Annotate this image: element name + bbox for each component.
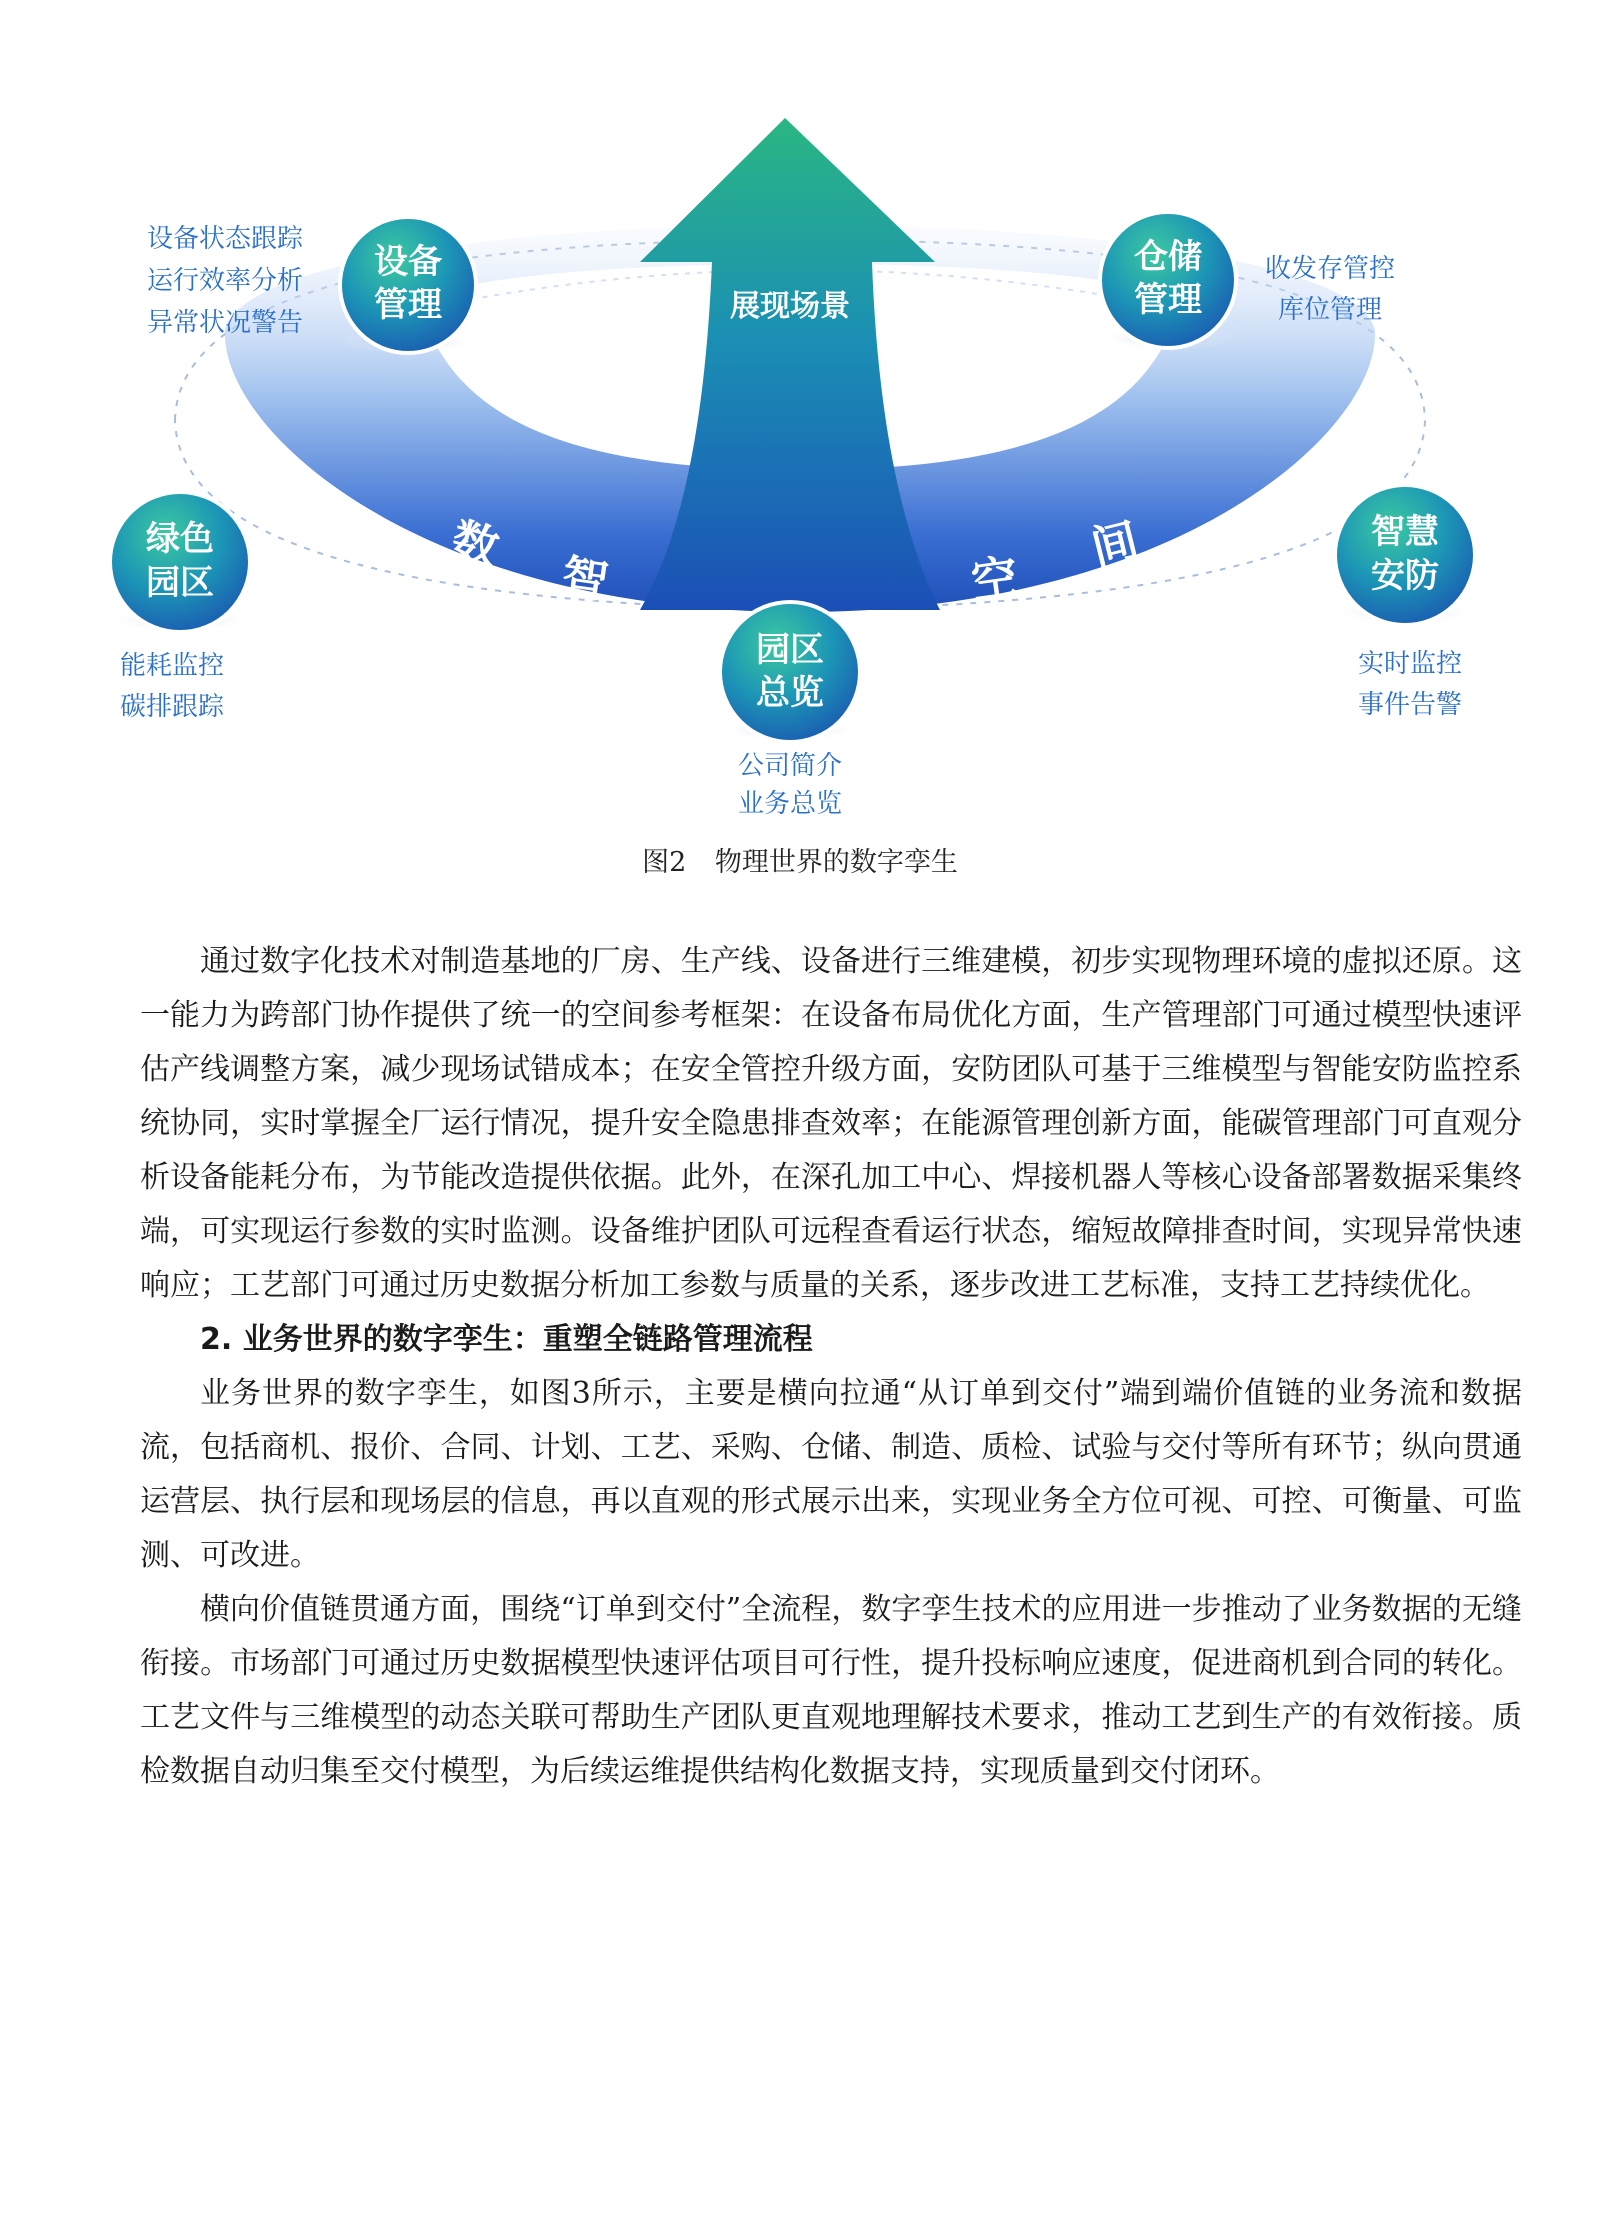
green-feature-1: 能耗监控 [119, 651, 225, 681]
node-equipment [340, 217, 476, 353]
node-warehouse [1100, 212, 1236, 348]
paragraph-3: 横向价值链贯通方面，围绕“订单到交付”全流程，数字孪生技术的应用进一步推动了业务数据的无缝衔接。市场部门可通过历史数据模型快速评估项目可行性，提升投标响应速度，促进商机到合同的转化。工艺文件与三维模型的动态关联可帮助生产团队更直观地理解技术要求，推动工艺到生产的有效衔接。质检数据自动归集至交付模型，为后续运维提供结构化数据支持，实现质量到交付闭环。 [140, 1592, 1522, 1789]
svg-text:园区: 园区 [756, 630, 824, 670]
node-green-park [110, 492, 250, 632]
section-heading-2: 2. 业务世界的数字孪生：重塑全链路管理流程 [200, 1322, 813, 1357]
svg-text:园区: 园区 [146, 563, 214, 603]
caption-number: 图2 [642, 847, 687, 878]
warehouse-feature-1: 收发存管控 [1264, 254, 1396, 284]
scene-arrow [640, 118, 940, 610]
digital-twin-figure [0, 0, 1600, 819]
warehouse-feature-2: 库位管理 [1277, 295, 1383, 325]
svg-text:智慧: 智慧 [1371, 512, 1439, 552]
arc-char-5: 空 [968, 549, 1022, 609]
svg-text:安防: 安防 [1371, 556, 1439, 596]
equipment-feature-1: 设备状态跟踪 [146, 224, 304, 254]
equipment-feature-2: 运行效率分析 [146, 266, 304, 296]
arc-char-6: 间 [1085, 512, 1144, 576]
security-feature-1: 实时监控 [1357, 649, 1463, 679]
svg-text:总览: 总览 [756, 673, 824, 713]
equipment-feature-3: 异常状况警告 [146, 308, 304, 338]
svg-text:管理: 管理 [1134, 280, 1202, 320]
article-body [140, 935, 1522, 1799]
paragraph-2: 业务世界的数字孪生，如图3所示，主要是横向拉通“从订单到交付”端到端价值链的业务流和数据流，包括商机、报价、合同、计划、工艺、采购、仓储、制造、质检、试验与交付等所有环节；纵向贯通运营层、执行层和现场层的信息，再以直观的形式展示出来，实现业务全方位可视、可控、可衡量、可监测、可改进。 [140, 1376, 1522, 1573]
node-overview [720, 602, 860, 742]
svg-text:设备: 设备 [374, 242, 442, 282]
node-security [1335, 485, 1475, 625]
arc-char-1: 数 [446, 512, 505, 576]
overview-feature-1: 公司简介 [737, 751, 843, 781]
svg-text:仓储: 仓储 [1134, 237, 1202, 277]
figure-caption [0, 840, 1600, 879]
overview-feature-2: 业务总览 [737, 789, 843, 819]
svg-text:管理: 管理 [374, 285, 442, 325]
security-feature-2: 事件告警 [1357, 690, 1463, 720]
green-feature-2: 碳排跟踪 [119, 692, 225, 722]
svg-text:绿色: 绿色 [146, 519, 214, 559]
paragraph-1: 通过数字化技术对制造基地的厂房、生产线、设备进行三维建模，初步实现物理环境的虚拟还原。这一能力为跨部门协作提供了统一的空间参考框架：在设备布局优化方面，生产管理部门可通过模型快速评估产线调整方案，减少现场试错成本；在安全管控升级方面，安防团队可基于三维模型与智能安防监控系统协同，实时掌握全厂运行情况，提升安全隐患排查效率；在能源管理创新方面，能碳管理部门可直观分析设备能耗分布，为节能改造提供依据。此外，在深孔加工中心、焊接机器人等核心设备部署数据采集终端，可实现运行参数的实时监测。设备维护团队可远程查看运行状态，缩短故障排查时间，实现异常快速响应；工艺部门可通过历史数据分析加工参数与质量的关系，逐步改进工艺标准，支持工艺持续优化。 [140, 944, 1522, 1303]
arc-char-2: 智 [558, 549, 612, 609]
caption-title: 物理世界的数字孪生 [714, 847, 958, 878]
arrow-label: 展现场景 [730, 289, 850, 324]
